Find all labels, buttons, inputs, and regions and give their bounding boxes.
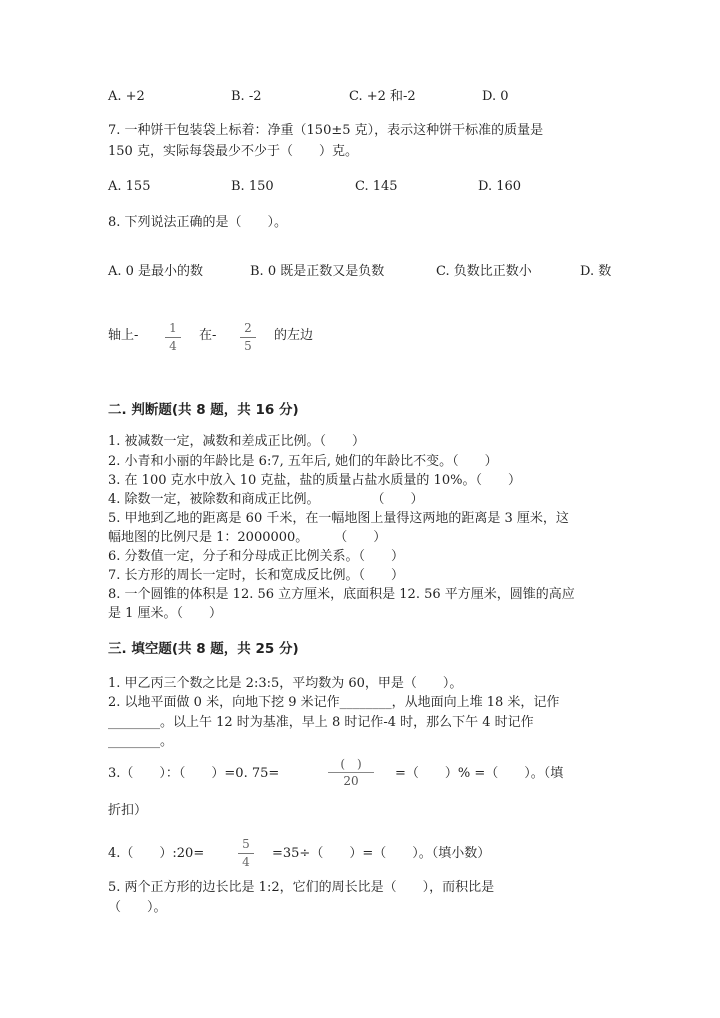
q8-option-c: C. 负数比正数小 bbox=[436, 264, 532, 279]
q8-option-d: D. 数 bbox=[580, 264, 612, 279]
q6-option-a: A. +2 bbox=[108, 89, 145, 104]
section3-q2-line1: 2. 以地平面做 0 米，向地下挖 9 米记作________，从地面向上堆 18 米，记作 bbox=[108, 695, 560, 710]
q8-option-d-cont-suffix: 的左边 bbox=[274, 328, 314, 343]
q8-fraction-1-den: 4 bbox=[169, 339, 177, 353]
q8-option-a: A. 0 是最小的数 bbox=[108, 264, 204, 279]
section3-q2-line2: ________。以上午 12 时为基准，早上 8 时记作-4 时，那么下午 4 时记作 bbox=[108, 715, 534, 730]
section3-q4-fraction bbox=[235, 838, 257, 869]
q8-fraction-2-den: 5 bbox=[244, 339, 252, 353]
section2-item-1: 1. 被减数一定，减数和差成正比例。（ ） bbox=[108, 434, 366, 449]
section2-item-8-line1: 8. 一个圆锥的体积是 12. 56 立方厘米，底面积是 12. 56 平方厘米，圆锥的高应 bbox=[108, 587, 575, 602]
q7-stem-line1: 7. 一种饼干包装袋上标着：净重（150±5 克），表示这种饼干标准的质量是 bbox=[108, 123, 544, 138]
section3-q5-line1: 5. 两个正方形的边长比是 1:2，它们的周长比是（ ），而积比是 bbox=[108, 880, 495, 895]
q6-option-d: D. 0 bbox=[482, 89, 509, 104]
q8-fraction-2-num: 2 bbox=[244, 321, 252, 335]
section2-title: 二. 判断题(共 8 题，共 16 分) bbox=[108, 402, 299, 418]
section2-item-8-line2: 是 1 厘米。（ ） bbox=[108, 606, 223, 621]
section2-item-4: 4. 除数一定，被除数和商成正比例。 （ ） bbox=[108, 492, 424, 507]
section3-q4-prefix: 4.（ ）:20= bbox=[108, 846, 205, 861]
section2-item-3: 3. 在 100 克水中放入 10 克盐，盐的质量占盐水质量的 10%。（ ） bbox=[108, 473, 521, 488]
section2-item-5-line2: 幅地图的比例尺是 1：2000000。 （ ） bbox=[108, 530, 387, 545]
q8-option-b: B. 0 既是正数又是负数 bbox=[250, 264, 385, 279]
section3-q4-suffix: =35÷（ ）=（ ）。（填小数） bbox=[272, 846, 491, 861]
q8-option-d-cont-mid: 在- bbox=[199, 328, 217, 343]
section3-q3-fraction bbox=[328, 758, 374, 788]
fraction-bar bbox=[165, 337, 181, 338]
q7-option-a: A. 155 bbox=[108, 179, 151, 194]
q7-option-b: B. 150 bbox=[231, 179, 274, 194]
section3-q4-fraction-num: 5 bbox=[242, 837, 250, 851]
fraction-bar bbox=[240, 337, 256, 338]
section3-q2-line3: ________。 bbox=[108, 734, 174, 749]
section3-title: 三. 填空题(共 8 题，共 25 分) bbox=[108, 641, 299, 657]
section3-q3-cont: 折扣） bbox=[108, 803, 148, 818]
q8-stem: 8. 下列说法正确的是（ ）。 bbox=[108, 215, 288, 230]
section3-q3-fraction-den: 20 bbox=[343, 774, 359, 788]
q7-option-c: C. 145 bbox=[355, 179, 398, 194]
section2-item-5-line1: 5. 甲地到乙地的距离是 60 千米，在一幅地图上量得这两地的距离是 3 厘米，这 bbox=[108, 511, 569, 526]
section3-q4-fraction-den: 4 bbox=[242, 855, 250, 869]
section3-q5-line2: （ ）。 bbox=[108, 900, 167, 915]
q7-option-d: D. 160 bbox=[478, 179, 522, 194]
q7-stem-line2: 150 克，实际每袋最少不少于（ ）克。 bbox=[108, 144, 358, 159]
fraction-bar bbox=[328, 772, 374, 773]
q8-option-d-cont-prefix: 轴上- bbox=[108, 328, 139, 343]
q6-option-c: C. +2 和-2 bbox=[349, 89, 416, 104]
fraction-bar bbox=[238, 853, 254, 854]
section3-q1: 1. 甲乙丙三个数之比是 2:3:5，平均数为 60，甲是（ ）。 bbox=[108, 676, 463, 691]
section3-q3-suffix: =（ ）% =（ ）。（填 bbox=[395, 766, 564, 781]
section2-item-7: 7. 长方形的周长一定时，长和宽成反比例。（ ） bbox=[108, 568, 405, 583]
section3-q3-fraction-num: ( ) bbox=[340, 757, 362, 771]
section3-q3-prefix: 3.（ ）：（ ）=0. 75= bbox=[108, 766, 280, 781]
section2-item-2: 2. 小青和小丽的年龄比是 6:7, 五年后, 她们的年龄比不变。（ ） bbox=[108, 454, 498, 469]
q6-option-b: B. -2 bbox=[231, 89, 262, 104]
q8-fraction-1-num: 1 bbox=[169, 321, 177, 335]
q8-fraction-1 bbox=[162, 322, 184, 353]
q8-fraction-2 bbox=[237, 322, 259, 353]
section2-item-6: 6. 分数值一定，分子和分母成正比例关系。（ ） bbox=[108, 549, 405, 564]
